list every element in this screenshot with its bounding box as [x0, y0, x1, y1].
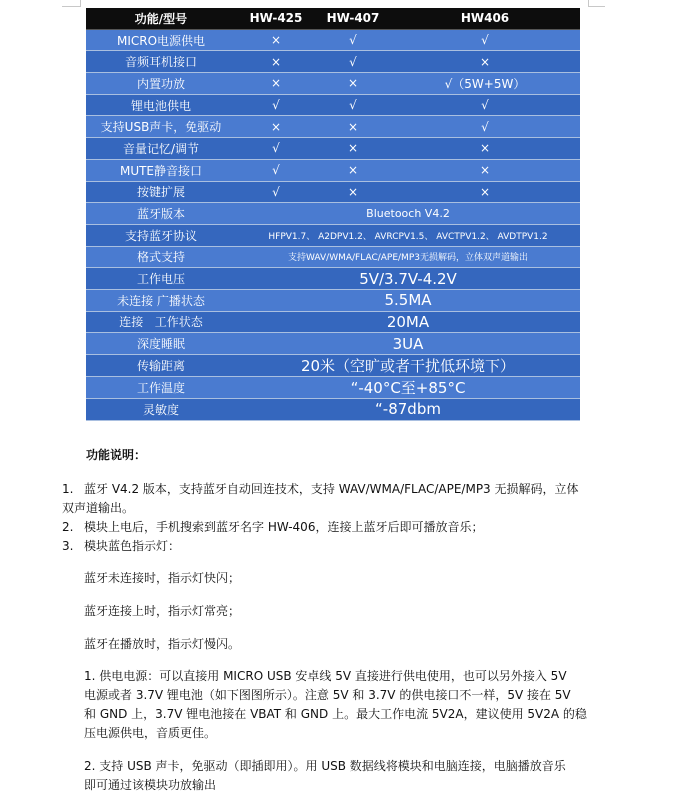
paragraph-line: 即可通过该模块功放输出: [84, 778, 217, 792]
list-number: 2.: [62, 520, 74, 534]
list-item: [62, 537, 602, 556]
header-hw-425: HW-425: [236, 8, 316, 29]
table-row: [86, 224, 580, 246]
cell-hw406: √: [390, 116, 580, 138]
list-text: 蓝牙 V4.2 版本，支持蓝牙自动回连技术，支持 WAV/WMA/FLAC/APE/MP3 无损解码，立体: [84, 482, 579, 496]
row-value: “-40°C至+85°C: [236, 377, 580, 399]
cell-hw-407: √: [316, 94, 390, 116]
row-value: 5V/3.7V-4.2V: [236, 268, 580, 290]
cell-hw-407: ×: [316, 159, 390, 181]
row-label: 锂电池供电: [86, 94, 236, 116]
table-row: [86, 289, 580, 311]
table-row: [86, 73, 580, 95]
table-row: [86, 333, 580, 355]
row-value: “-87dbm: [236, 399, 580, 421]
cell-hw406: √: [390, 94, 580, 116]
list-item-continuation: 双声道输出。: [62, 501, 135, 515]
row-value: Bluetooch V4.2: [236, 203, 580, 225]
cell-hw406: ×: [390, 181, 580, 203]
row-label: 音量记忆/调节: [86, 138, 236, 160]
table-row: [86, 116, 580, 138]
row-label: 蓝牙版本: [86, 203, 236, 225]
header-hw406: HW406: [390, 8, 580, 29]
cell-hw-407: √: [316, 29, 390, 51]
paragraph-line: 1. 供电电源：可以直接用 MICRO USB 安卓线 5V 直接进行供电使用，也可以另外接入 5V: [84, 669, 567, 683]
list-item: [62, 480, 602, 499]
cell-hw-425: ×: [236, 116, 316, 138]
cell-hw406: ×: [390, 159, 580, 181]
usb-soundcard-paragraph: [84, 757, 604, 795]
led-status-slow: 蓝牙在播放时，指示灯慢闪。: [84, 637, 241, 651]
table-row: [86, 203, 580, 225]
cell-hw-425: √: [236, 138, 316, 160]
table-row: [86, 138, 580, 160]
row-value: 5.5MA: [236, 289, 580, 311]
table-row: [86, 51, 580, 73]
table-row: [86, 181, 580, 203]
row-label: 按键扩展: [86, 181, 236, 203]
page-corner-mark-right: [588, 0, 605, 7]
cell-hw-407: ×: [316, 116, 390, 138]
row-value: 20米（空旷或者干扰低环境下）: [236, 355, 580, 377]
page-corner-mark-left: [62, 0, 81, 7]
cell-hw-425: ×: [236, 51, 316, 73]
table-row: [86, 311, 580, 333]
list-item: [62, 518, 602, 537]
table-row: [86, 29, 580, 51]
paragraph-line: 压电源供电，音质更佳。: [84, 726, 217, 740]
power-supply-paragraph: [84, 667, 604, 743]
cell-hw-425: ×: [236, 29, 316, 51]
row-value: 3UA: [236, 333, 580, 355]
paragraph-line: 2. 支持 USB 声卡，免驱动（即插即用）。用 USB 数据线将模块和电脑连接，电脑播放音乐: [84, 759, 566, 773]
header-feature: 功能/型号: [86, 8, 236, 29]
table-row: [86, 246, 580, 268]
row-label: MICRO电源供电: [86, 29, 236, 51]
cell-hw406: √: [390, 29, 580, 51]
row-label: 工作电压: [86, 268, 236, 290]
spec-comparison-table: [86, 8, 580, 421]
cell-hw406: ×: [390, 138, 580, 160]
list-text: 模块上电后，手机搜索到蓝牙名字 HW-406，连接上蓝牙后即可播放音乐；: [84, 520, 484, 534]
row-value: 支持WAV/WMA/FLAC/APE/MP3无损解码，立体双声道输出: [236, 246, 580, 268]
section-title: 功能说明：: [86, 448, 147, 462]
row-label: 灵敏度: [86, 399, 236, 421]
cell-hw-407: ×: [316, 73, 390, 95]
cell-hw-407: ×: [316, 138, 390, 160]
led-status-fast: 蓝牙未连接时，指示灯快闪；: [84, 571, 241, 585]
cell-hw-425: ×: [236, 73, 316, 95]
table-row: [86, 399, 580, 421]
cell-hw406: ×: [390, 51, 580, 73]
row-label: 工作温度: [86, 377, 236, 399]
row-label: 深度睡眠: [86, 333, 236, 355]
table-row: [86, 94, 580, 116]
cell-hw-425: √: [236, 94, 316, 116]
led-status-solid: 蓝牙连接上时，指示灯常亮；: [84, 604, 241, 618]
row-label: 连接 工作状态: [86, 311, 236, 333]
cell-hw406: √（5W+5W）: [390, 73, 580, 95]
paragraph-line: 电源或者 3.7V 锂电池（如下图图所示）。注意 5V 和 3.7V 的供电接口不一样，5V 接在 5V: [84, 688, 571, 702]
table-row: [86, 355, 580, 377]
paragraph-line: 和 GND 上，3.7V 锂电池接在 VBAT 和 GND 上。最大工作电流 5V2A，建议使用 5V2A 的稳: [84, 707, 587, 721]
row-value: HFPV1.7、 A2DPV1.2、 AVRCPV1.5、 AVCTPV1.2、 AVDTPV1.2: [236, 224, 580, 246]
cell-hw-407: √: [316, 51, 390, 73]
row-label: 音频耳机接口: [86, 51, 236, 73]
row-label: 支持蓝牙协议: [86, 224, 236, 246]
list-number: 3.: [62, 539, 74, 553]
table-row: [86, 159, 580, 181]
header-hw-407: HW-407: [316, 8, 390, 29]
list-text: 模块蓝色指示灯：: [84, 539, 181, 553]
row-label: 未连接 广播状态: [86, 289, 236, 311]
cell-hw-407: ×: [316, 181, 390, 203]
table-header-row: [86, 8, 580, 29]
row-label: 内置功放: [86, 73, 236, 95]
row-label: 传输距离: [86, 355, 236, 377]
row-label: MUTE静音接口: [86, 159, 236, 181]
row-label: 格式支持: [86, 246, 236, 268]
row-value: 20MA: [236, 311, 580, 333]
cell-hw-425: √: [236, 159, 316, 181]
list-number: 1.: [62, 482, 74, 496]
row-label: 支持USB声卡，免驱动: [86, 116, 236, 138]
table-row: [86, 377, 580, 399]
cell-hw-425: √: [236, 181, 316, 203]
table-row: [86, 268, 580, 290]
